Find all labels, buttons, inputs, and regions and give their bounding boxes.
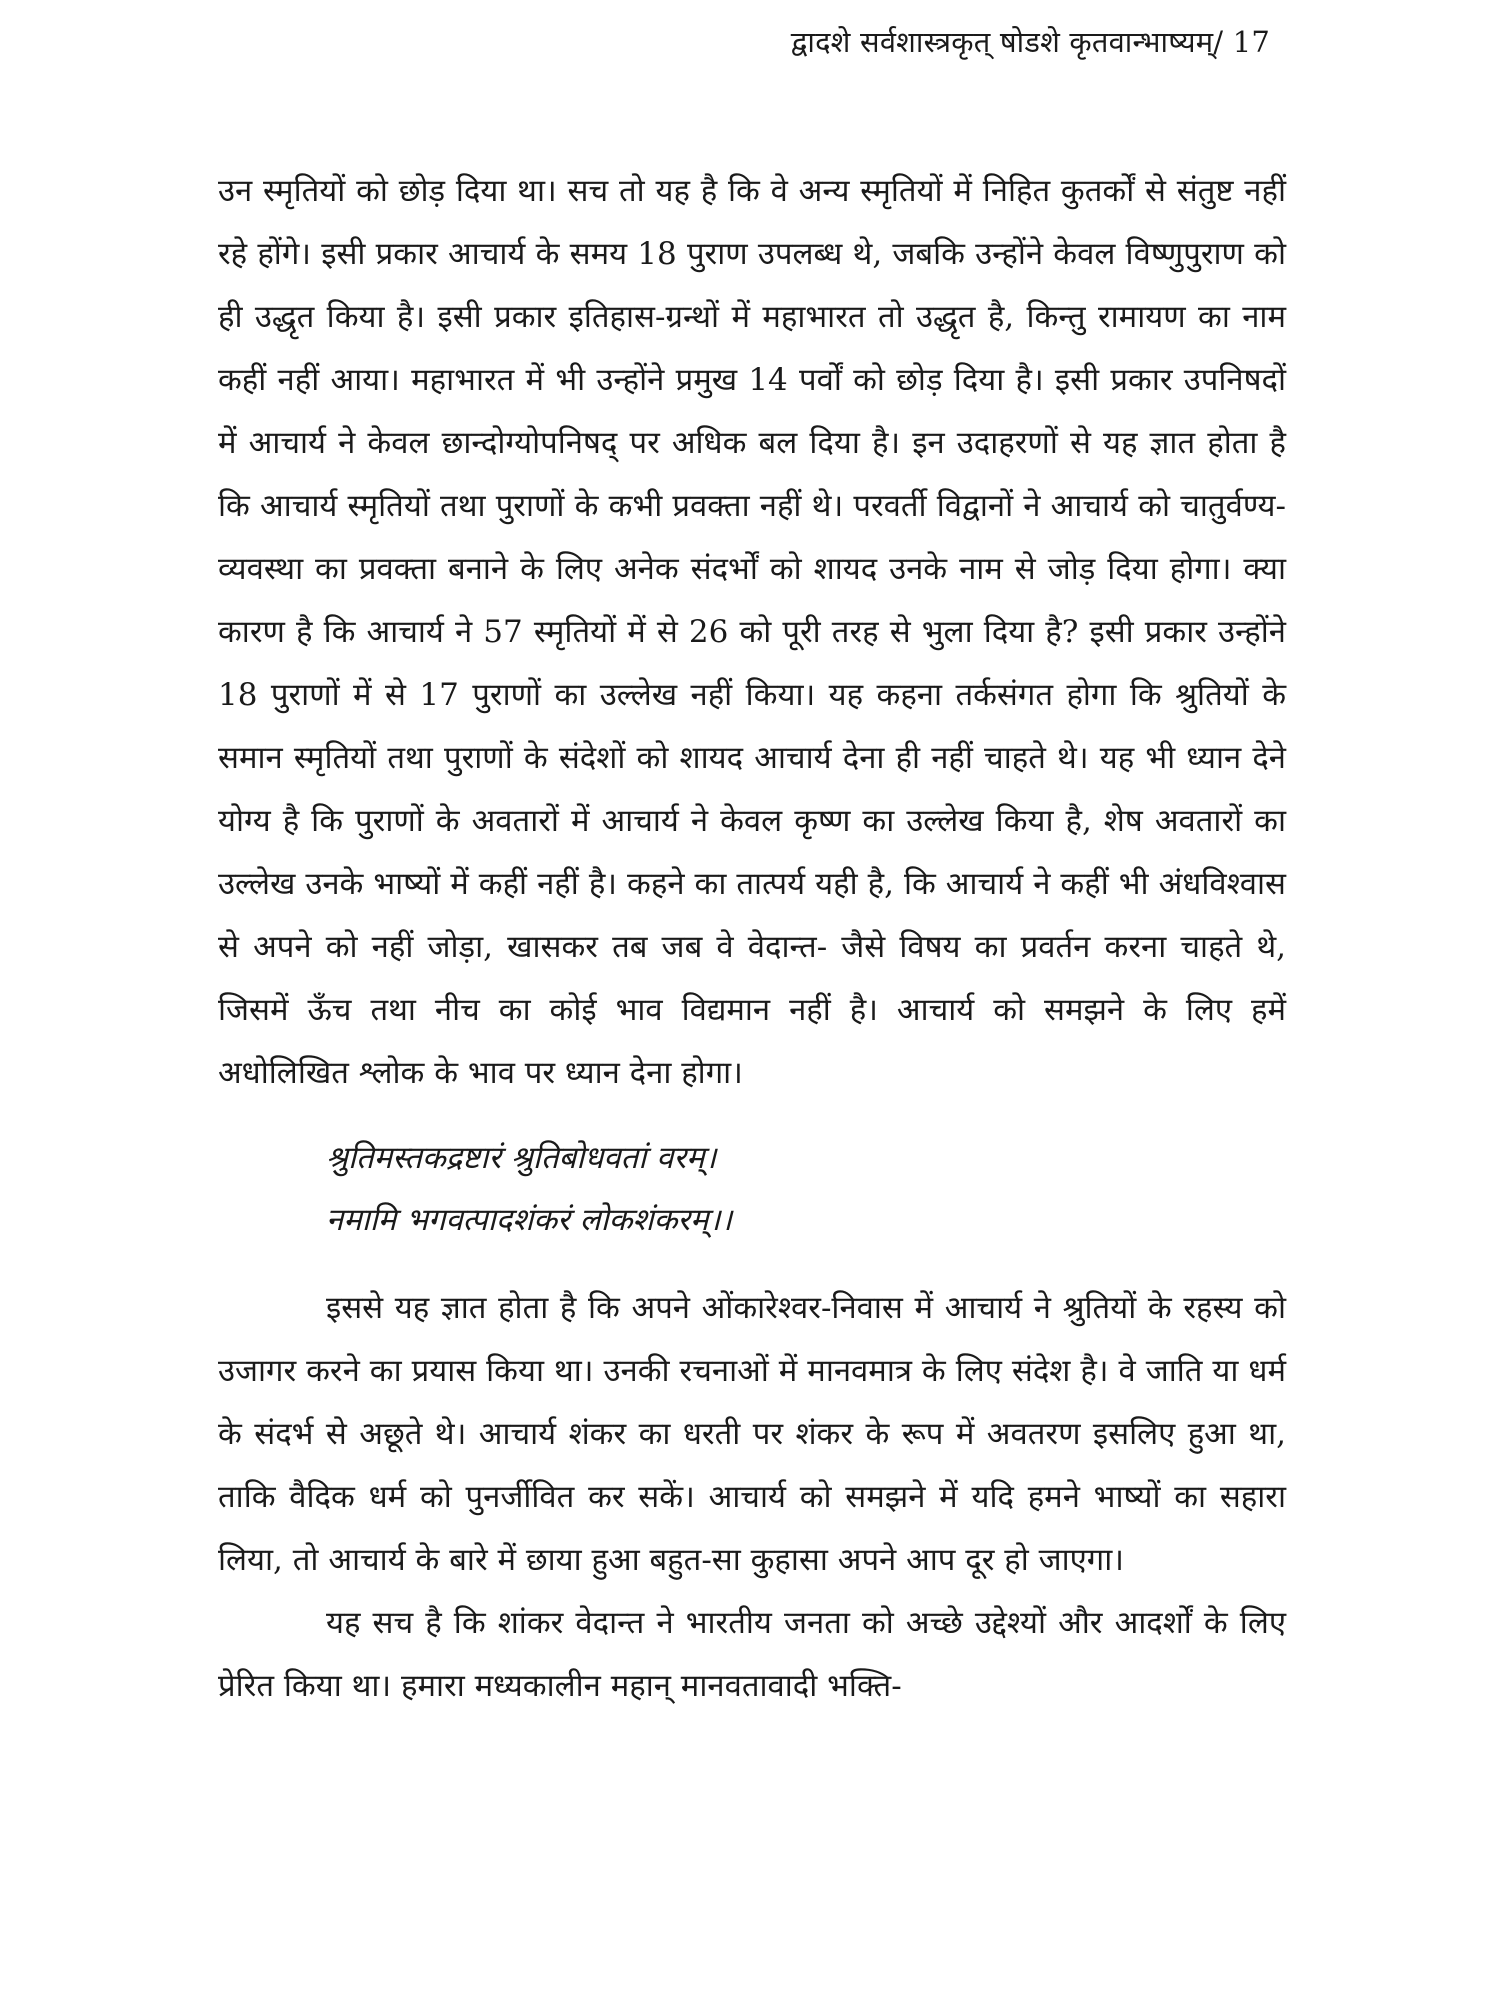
verse-line-2: नमामि भगवत्पादशंकरं लोकशंकरम्।। [326, 1202, 733, 1238]
paragraph-1: उन स्मृतियों को छोड़ दिया था। सच तो यह है कि वे अन्य स्मृतियों में निहित कुतर्कों से संतुष्ट नहीं रहे होंगे। इसी प्रकार आचार्य के समय 18 पुराण उपलब्ध थे, जबकि उन्होंने केवल विष्णुपुराण को ही उद्धृत किया है। इसी प्रकार इतिहास-ग्रन्थों में महाभारत तो उद्धृत है, किन्तु रामायण का नाम कहीं नहीं आया। महाभारत में भी उन्होंने प्रमुख 14 पर्वों को छोड़ दिया है। इसी प्रकार उपनिषदों में आचार्य ने केवल छान्दोग्योपनिषद् पर अधिक बल दिया है। इन उदाहरणों से यह ज्ञात होता है कि आचार्य स्मृतियों तथा पुराणों के कभी प्रवक्ता नहीं थे। परवर्ती विद्वानों ने आचार्य को चातुर्वण्य-व्यवस्था का प्रवक्ता बनाने के लिए अनेक संदर्भों को शायद उनके नाम से जोड़ दिया होगा। क्या कारण है कि आचार्य ने 57 स्मृतियों में से 26 को पूरी तरह से भुला दिया है? इसी प्रकार उन्होंने 18 पुराणों में से 17 पुराणों का उल्लेख नहीं किया। यह कहना तर्कसंगत होगा कि श्रुतियों के समान स्मृतियों तथा पुराणों के संदेशों को शायद आचार्य देना ही नहीं चाहते थे। यह भी ध्यान देने योग्य है कि पुराणों के अवतारों में आचार्य ने केवल कृष्ण का उल्लेख किया है, शेष अवतारों का उल्लेख उनके भाष्यों में कहीं नहीं है। कहने का तात्पर्य यही है, कि आचार्य ने कहीं भी अंधविश्वास से अपने को नहीं जोड़ा, खासकर तब जब वे वेदान्त- जैसे विषय का प्रवर्तन करना चाहते थे, जिसमें ऊँच तथा नीच का कोई भाव विद्यमान नहीं है। आचार्य को समझने के लिए हमें अधोलिखित श्लोक के भाव पर ध्यान देना होगा। [218, 173, 1286, 1091]
page-number: 17 [1232, 25, 1270, 59]
paragraph-2: इससे यह ज्ञात होता है कि अपने ओंकारेश्वर-निवास में आचार्य ने श्रुतियों के रहस्य को उजागर करने का प्रयास किया था। उनकी रचनाओं में मानवमात्र के लिए संदेश है। वे जाति या धर्म के संदर्भ से अछूते थे। आचार्य शंकर का धरती पर शंकर के रूप में अवतरण इसलिए हुआ था, ताकि वैदिक धर्म को पुनर्जीवित कर सकें। आचार्य को समझने में यदि हमने भाष्यों का सहारा लिया, तो आचार्य के बारे में छाया हुआ बहुत-सा कुहासा अपने आप दूर हो जाएगा। [218, 1290, 1286, 1578]
sanskrit-verse [326, 1127, 1286, 1251]
paragraph-3: यह सच है कि शांकर वेदान्त ने भारतीय जनता को अच्छे उद्देश्यों और आदर्शों के लिए प्रेरित किया था। हमारा मध्यकालीन महान् मानवतावादी भक्ति- [218, 1605, 1286, 1704]
page-body [218, 160, 1286, 1718]
running-head [791, 22, 1270, 61]
running-title: द्वादशे सर्वशास्त्रकृत् षोडशे कृतवान्भाष्यम्/ [790, 25, 1224, 59]
verse-line-1: श्रुतिमस्तकद्रष्टारं श्रुतिबोधवतां वरम्। [326, 1140, 717, 1176]
